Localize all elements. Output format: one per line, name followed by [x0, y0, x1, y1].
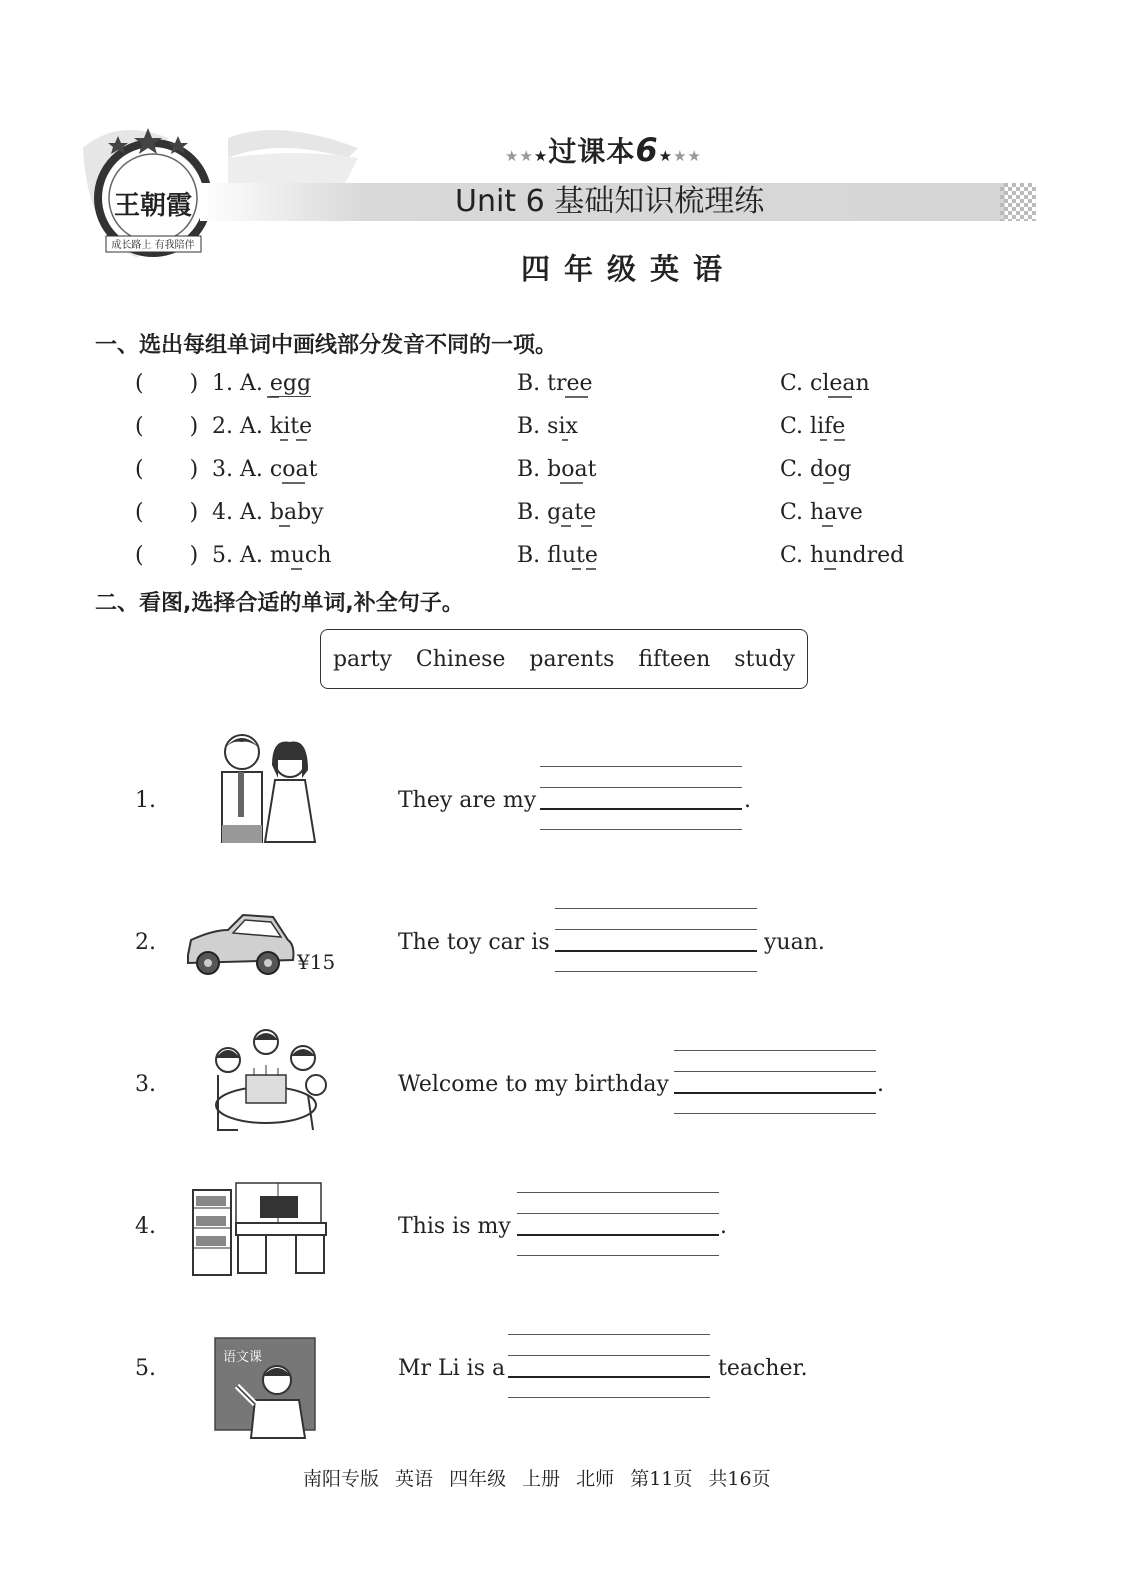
list-item: 3. A. coat	[212, 457, 318, 482]
sentence-before: Welcome to my birthday	[398, 1072, 669, 1097]
underline-marks	[0, 0, 1139, 600]
star-icon: ★	[658, 147, 674, 165]
word-bank-item[interactable]: Chinese	[415, 646, 506, 672]
list-item: C. hundred	[780, 543, 905, 568]
price-label: ¥15	[297, 950, 336, 974]
sentence-before: The toy car is	[398, 930, 550, 955]
sentence-after: teacher.	[718, 1356, 808, 1381]
list-item: B. tree	[517, 371, 593, 396]
item-number: 4.	[135, 1214, 156, 1239]
list-item: 1. A. egg	[212, 371, 312, 396]
study-room-illustration	[188, 1178, 328, 1278]
answer-blank[interactable]	[540, 766, 742, 832]
list-item: B. gate	[517, 500, 597, 525]
list-item: 5. A. much	[212, 543, 332, 568]
section2-title: 二、看图,选择合适的单词,补全句子。	[95, 591, 464, 616]
list-item: C. clean	[780, 371, 870, 396]
logo-text: 王朝霞	[113, 191, 193, 221]
answer-paren[interactable]: ( )	[135, 371, 199, 396]
list-item: 4. A. baby	[212, 500, 324, 525]
word-bank-item[interactable]: fifteen	[638, 646, 711, 672]
list-item: B. flute	[517, 543, 598, 568]
star-icon: ★	[533, 147, 549, 165]
list-item: 2. A. kite	[212, 414, 313, 439]
answer-paren[interactable]: ( )	[135, 543, 199, 568]
parents-illustration	[210, 730, 320, 845]
star-icon: ★★	[673, 147, 702, 165]
sentence-before: Mr Li is a	[398, 1356, 506, 1381]
list-item: C. life	[780, 414, 846, 439]
toy-car-illustration	[183, 905, 298, 980]
answer-paren[interactable]: ( )	[135, 414, 199, 439]
sentence-after: .	[720, 1214, 727, 1239]
list-item: C. have	[780, 500, 863, 525]
board-text: 语文课	[223, 1350, 263, 1365]
item-number: 1.	[135, 788, 156, 813]
list-item: B. six	[517, 414, 578, 439]
sentence-after: yuan.	[764, 930, 825, 955]
teacher-illustration	[215, 1338, 315, 1444]
series-label: ★★★过课本6★★★	[505, 131, 702, 169]
word-bank-item[interactable]: parents	[529, 646, 615, 672]
logo-slogan: 成长路上 有我陪伴	[111, 240, 195, 251]
unit-title: Unit 6 基础知识梳理练	[455, 184, 765, 219]
answer-blank[interactable]	[555, 908, 757, 974]
item-number: 3.	[135, 1072, 156, 1097]
item-number: 5.	[135, 1356, 156, 1381]
star-icon: ★★	[505, 147, 534, 165]
sentence-before: They are my	[398, 788, 537, 813]
word-bank	[320, 629, 808, 689]
answer-blank[interactable]	[674, 1050, 876, 1116]
sentence-after: .	[744, 788, 751, 813]
grade-title: 四年级英语	[521, 252, 737, 286]
answer-paren[interactable]: ( )	[135, 457, 199, 482]
word-bank-item[interactable]: party	[332, 646, 392, 672]
sentence-before: This is my	[398, 1214, 511, 1239]
answer-blank[interactable]	[517, 1192, 719, 1258]
list-item: B. boat	[517, 457, 597, 482]
item-number: 2.	[135, 930, 156, 955]
page-footer: 南阳专版 英语 四年级 上册 北师 第11页 共16页	[303, 1468, 771, 1490]
answer-paren[interactable]: ( )	[135, 500, 199, 525]
birthday-party-illustration	[198, 1020, 333, 1140]
list-item: C. dog	[780, 457, 852, 482]
answer-blank[interactable]	[508, 1334, 710, 1400]
section1-title: 一、选出每组单词中画线部分发音不同的一项。	[95, 333, 558, 358]
sentence-after: .	[877, 1072, 884, 1097]
word-bank-item[interactable]: study	[734, 646, 795, 672]
